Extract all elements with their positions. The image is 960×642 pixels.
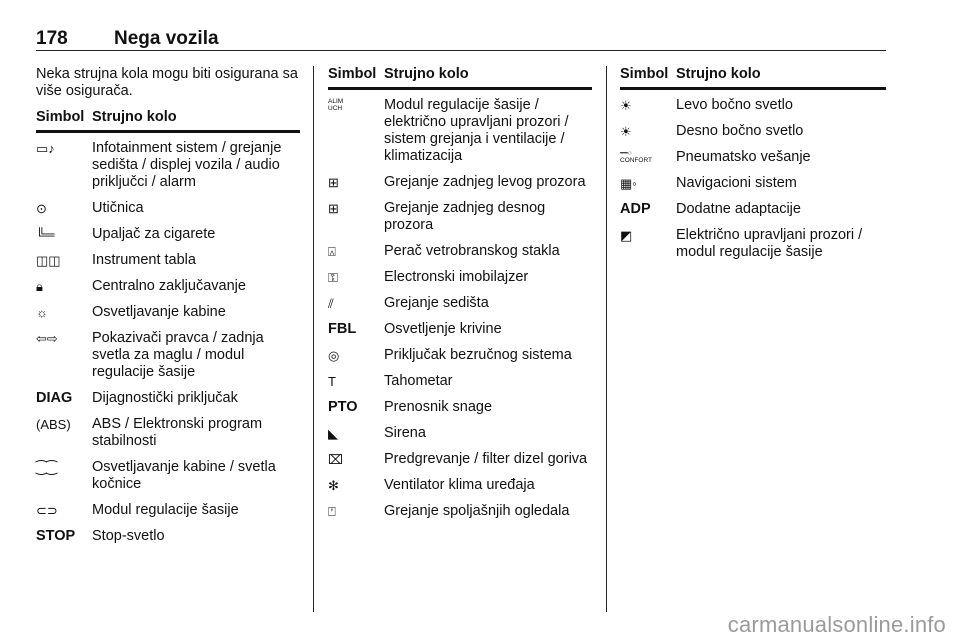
table-row bbox=[36, 140, 300, 191]
table-row bbox=[328, 243, 592, 260]
circuit-label: Dodatne adaptacije bbox=[676, 201, 801, 217]
symbol-label-line: ━━○ bbox=[620, 150, 632, 157]
symbol-header: Simbol bbox=[620, 66, 669, 82]
table-row bbox=[36, 252, 300, 269]
circuit-label: Electronski imobilajzer bbox=[384, 269, 529, 285]
circuit-label: Instrument tabla bbox=[92, 252, 196, 268]
circuit-label: Modul regulacije šasije / električno upravljani prozori / sistem grejanja i ventilacije / klimatizacija bbox=[384, 97, 569, 164]
table-row bbox=[328, 425, 592, 442]
circuit-label: Pneumatsko vešanje bbox=[676, 149, 811, 165]
chassis-module-icon: ⊂⊃ bbox=[36, 503, 58, 518]
chapter-title: Nega vozila bbox=[114, 28, 219, 49]
symbol-text: PTO bbox=[328, 399, 358, 415]
circuit-label: Centralno zaključavanje bbox=[92, 278, 246, 294]
column-divider bbox=[606, 66, 607, 612]
table-row bbox=[328, 174, 592, 191]
circuit-label: Osvetljenje krivine bbox=[384, 321, 502, 337]
table-row bbox=[620, 123, 886, 140]
fuse-table-1 bbox=[36, 140, 300, 545]
symbol-text: STOP bbox=[36, 528, 76, 544]
circuit-label: Upaljač za cigarete bbox=[92, 226, 216, 242]
table-row bbox=[620, 175, 886, 192]
table-row bbox=[328, 477, 592, 494]
circuit-label: Pokazivači pravca / zadnja svetla za maglu / modul regulacije šasije bbox=[92, 330, 264, 380]
tachometer-icon: T bbox=[328, 374, 336, 389]
central-locking-icon: 🔒︎ bbox=[36, 279, 43, 294]
table-row bbox=[36, 390, 300, 407]
circuit-label: Ventilator klima uređaja bbox=[384, 477, 535, 493]
table-row bbox=[620, 227, 886, 261]
symbol-header: Simbol bbox=[36, 109, 85, 125]
infotainment-icon: ▭♪ bbox=[36, 141, 55, 156]
table-row bbox=[36, 278, 300, 295]
table-row bbox=[328, 399, 592, 416]
interior-light-icon: ☼ bbox=[36, 305, 48, 320]
instrument-panel-icon: ◫◫ bbox=[36, 253, 61, 268]
windscreen-washer-icon: ⍓ bbox=[328, 244, 336, 259]
table-row bbox=[328, 347, 592, 364]
socket-icon: ⊙ bbox=[36, 201, 47, 216]
column-3 bbox=[620, 66, 886, 270]
cigarette-lighter-icon: ╚═ bbox=[36, 227, 55, 242]
circuit-label: Grejanje sedišta bbox=[384, 295, 489, 311]
turn-signal-icon: ⇦⇨ bbox=[36, 331, 58, 346]
fuse-table-3 bbox=[620, 97, 886, 261]
table-header bbox=[36, 109, 300, 133]
symbol-label-line: UCH bbox=[328, 105, 343, 112]
table-row bbox=[328, 451, 592, 468]
symbol-text: DIAG bbox=[36, 390, 73, 406]
table-row bbox=[328, 503, 592, 520]
seat-heating-icon: ⫽ bbox=[328, 296, 334, 311]
circuit-label: Predgrevanje / filter dizel goriva bbox=[384, 451, 588, 467]
cabin-brake-light-icon: ⁐⁐ bbox=[36, 460, 57, 475]
table-row bbox=[36, 330, 300, 381]
column-1 bbox=[36, 66, 300, 554]
circuit-header: Strujno kolo bbox=[92, 109, 177, 125]
circuit-label: Utičnica bbox=[92, 200, 144, 216]
circuit-label: Osvetljavanje kabine bbox=[92, 304, 226, 320]
table-row bbox=[36, 304, 300, 321]
circuit-label: Desno bočno svetlo bbox=[676, 123, 804, 139]
circuit-label: Perač vetrobranskog stakla bbox=[384, 243, 560, 259]
handsfree-icon: ◎ bbox=[328, 348, 340, 363]
fan-icon: ✻ bbox=[328, 478, 339, 493]
page-header bbox=[36, 28, 886, 51]
circuit-label: Prenosnik snage bbox=[384, 399, 493, 415]
circuit-label: ABS / Elektronski program stabilnosti bbox=[92, 416, 263, 449]
table-row bbox=[328, 97, 592, 165]
symbol-text: ADP bbox=[620, 201, 651, 217]
circuit-label: Grejanje zadnjeg levog prozora bbox=[384, 174, 586, 190]
mirror-heating-icon: ⍞ bbox=[328, 504, 336, 519]
siren-icon: ◣ bbox=[328, 426, 338, 441]
symbol-label-line: CONFORT bbox=[620, 157, 653, 164]
table-row bbox=[620, 97, 886, 114]
column-divider bbox=[313, 66, 314, 612]
circuit-label: Tahometar bbox=[384, 373, 453, 389]
table-row bbox=[328, 373, 592, 390]
symbol-label bbox=[328, 97, 384, 165]
power-window-icon: ◩ bbox=[620, 228, 633, 243]
circuit-header: Strujno kolo bbox=[384, 66, 469, 82]
circuit-label: Sirena bbox=[384, 425, 426, 441]
rear-window-heating-right-icon: ⊞ bbox=[328, 201, 339, 216]
circuit-label: Navigacioni sistem bbox=[676, 175, 797, 191]
table-row bbox=[328, 295, 592, 312]
right-side-light-icon: ☀ bbox=[620, 124, 632, 139]
table-row bbox=[36, 459, 300, 493]
intro-text: Neka strujna kola mogu biti osigurana sa više osigurača. bbox=[36, 66, 298, 99]
column-2 bbox=[328, 66, 592, 529]
table-row bbox=[36, 528, 300, 545]
circuit-label: Osvetljavanje kabine / svetla kočnice bbox=[92, 459, 276, 492]
rear-window-heating-left-icon: ⊞ bbox=[328, 175, 339, 190]
circuit-label: Levo bočno svetlo bbox=[676, 97, 793, 113]
circuit-label: Električno upravljani prozori / modul regulacije šasije bbox=[676, 227, 863, 260]
table-row bbox=[36, 416, 300, 450]
table-row bbox=[620, 201, 886, 218]
circuit-header: Strujno kolo bbox=[676, 66, 761, 82]
table-row bbox=[328, 269, 592, 286]
table-header bbox=[328, 66, 592, 90]
circuit-label: Dijagnostički priključak bbox=[92, 390, 238, 406]
symbol-label-line: ALIM bbox=[328, 98, 344, 105]
left-side-light-icon: ☀ bbox=[620, 98, 632, 113]
circuit-label: Infotainment sistem / grejanje sedišta / displej vozila / audio priključci / alarm bbox=[92, 140, 282, 190]
circuit-label: Grejanje zadnjeg desnog prozora bbox=[384, 200, 546, 233]
table-row bbox=[36, 200, 300, 217]
table-row bbox=[328, 200, 592, 234]
page-number: 178 bbox=[36, 28, 68, 49]
circuit-label: Priključak bezručnog sistema bbox=[384, 347, 572, 363]
navigation-icon: ▦◦ bbox=[620, 176, 637, 191]
symbol-header: Simbol bbox=[328, 66, 377, 82]
table-row bbox=[36, 226, 300, 243]
symbol-text: FBL bbox=[328, 321, 357, 337]
table-row bbox=[620, 149, 886, 166]
immobiliser-icon: ⚿ bbox=[328, 270, 338, 285]
glow-plug-icon: ⌧ bbox=[328, 452, 343, 467]
circuit-label: Modul regulacije šasije bbox=[92, 502, 239, 518]
abs-icon: (ABS) bbox=[36, 417, 71, 432]
circuit-label: Grejanje spoljašnjih ogledala bbox=[384, 503, 570, 519]
table-row bbox=[36, 502, 300, 519]
table-header bbox=[620, 66, 886, 90]
watermark: carmanualsonline.info bbox=[727, 612, 946, 637]
table-row bbox=[328, 321, 592, 338]
symbol-label bbox=[620, 149, 676, 166]
circuit-label: Stop-svetlo bbox=[92, 528, 165, 544]
fuse-table-2 bbox=[328, 97, 592, 520]
